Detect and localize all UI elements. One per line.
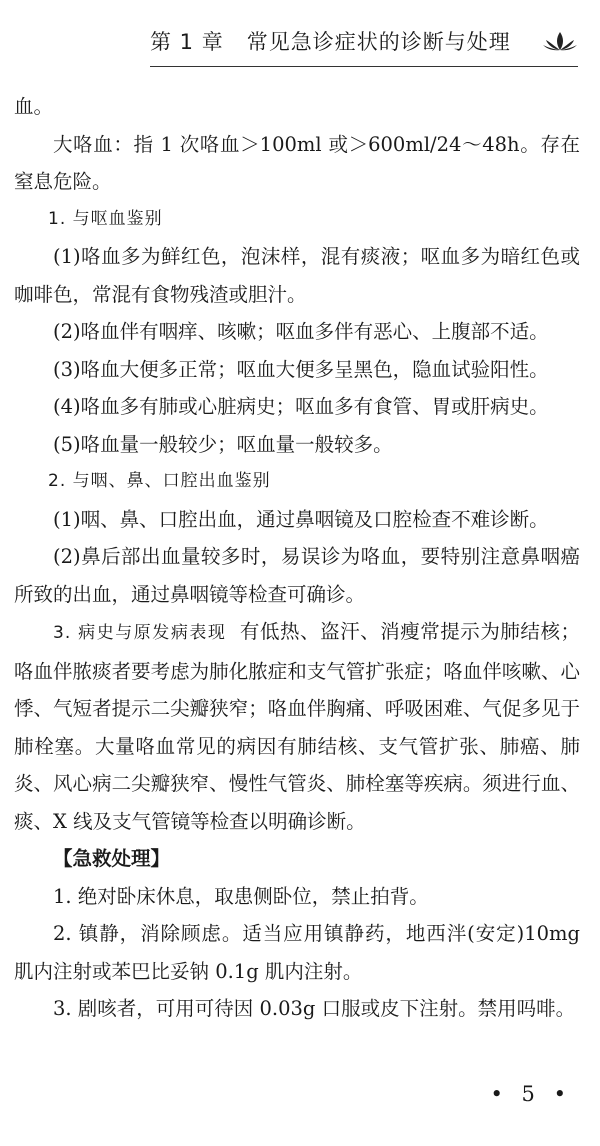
running-header [150, 24, 578, 66]
paragraph: 血。 [14, 95, 54, 118]
paragraph: (2)鼻后部出血量较多时，易误诊为咯血，要特别注意鼻咽癌所致的出血，通过鼻咽镜等检查可确诊。 [14, 545, 580, 606]
body-text [14, 88, 580, 1028]
paragraph-body: 有低热、盗汗、消瘦常提示为肺结核；咯血伴脓痰者要考虑为肺化脓症和支气管扩张症；咯血伴咳嗽、心悸、气短者提示二尖瓣狭窄；咯血伴胸痛、呼吸困难、气促多见于肺栓塞。大量咯血常见的病因有肺结核、支气管扩张、肺癌、肺炎、风心病二尖瓣狭窄、慢性气管炎、肺栓塞等疾病。须进行血、痰、X 线及支气管镜等检查以明确诊断。 [14, 620, 580, 833]
paragraph: (2)咯血伴有咽痒、咳嗽；呕血多伴有恶心、上腹部不适。 [53, 320, 549, 343]
subheading-inline: 3. 病史与原发病表现 [53, 623, 227, 643]
paragraph: (5)咯血量一般较少；呕血量一般较多。 [53, 432, 393, 456]
paragraph: 大咯血：指 1 次咯血＞100ml 或＞600ml/24～48h。存在窒息危险。 [14, 132, 580, 193]
subheading: 2. 与咽、鼻、口腔出血鉴别 [48, 471, 271, 491]
header-rule [150, 66, 578, 67]
chapter-title [150, 26, 511, 56]
section-heading: 【急救处理】 [53, 847, 171, 870]
subheading: 1. 与呕血鉴别 [48, 208, 163, 229]
paragraph: 3. 剧咳者，可用可待因 0.03g 口服或皮下注射。禁用吗啡。 [53, 997, 576, 1020]
paragraph: (1)咽、鼻、口腔出血，通过鼻咽镜及口腔检查不难诊断。 [53, 507, 549, 531]
paragraph: (3)咯血大便多正常；呕血大便多呈黑色，隐血试验阳性。 [53, 357, 549, 381]
lotus-icon [542, 30, 578, 52]
paragraph [14, 613, 580, 840]
chapter-number: 第 1 章 [150, 30, 224, 54]
paragraph: (4)咯血多有肺或心脏病史；呕血多有食管、胃或肝病史。 [53, 395, 549, 418]
paragraph: 1. 绝对卧床休息，取患侧卧位，禁止拍背。 [53, 884, 429, 908]
paragraph: 2. 镇静，消除顾虑。适当应用镇静药，地西泮(安定)10mg 肌内注射或苯巴比妥钠 0.1g 肌内注射。 [14, 922, 580, 983]
chapter-heading: 常见急诊症状的诊断与处理 [246, 30, 511, 54]
page-number: • 5 • [490, 1082, 572, 1106]
paragraph: (1)咯血多为鲜红色，泡沫样，混有痰液；呕血多为暗红色或咖啡色，常混有食物残渣或胆汁。 [14, 245, 580, 306]
